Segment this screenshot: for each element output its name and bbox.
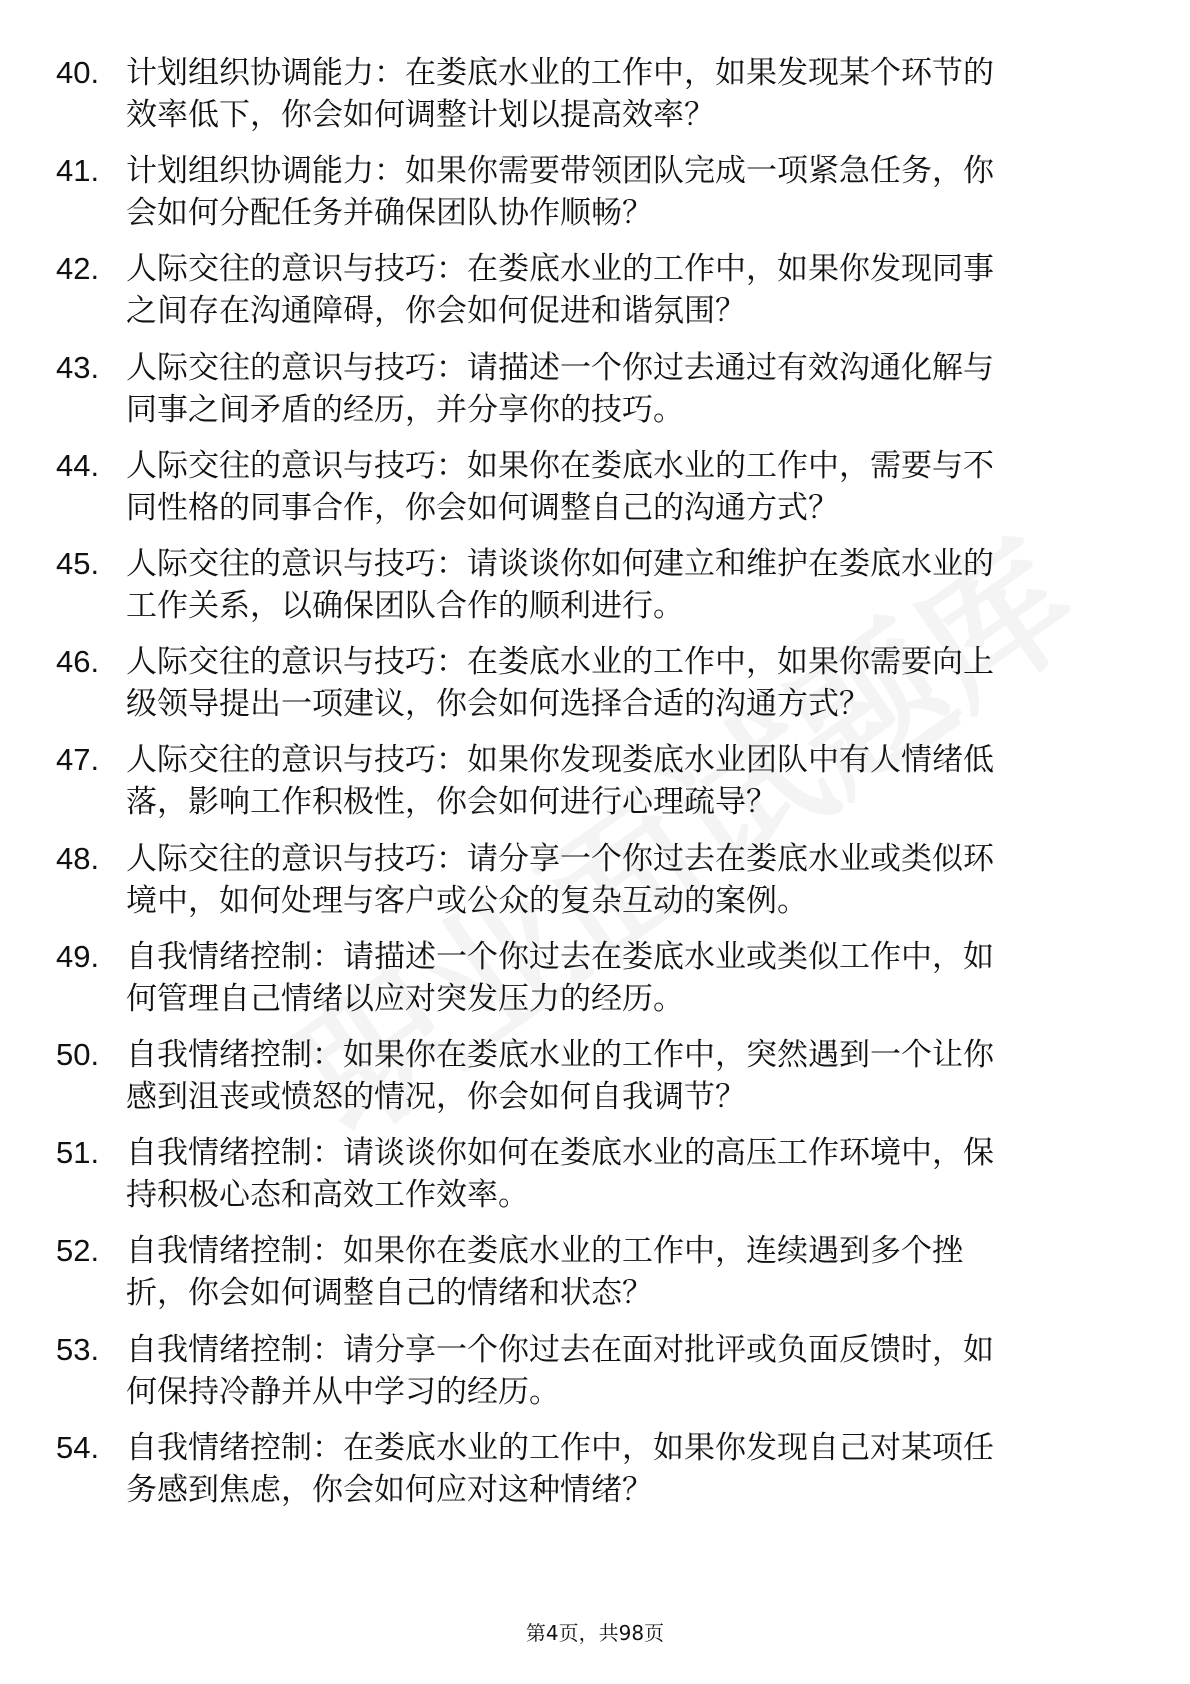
question-text-line: 持积极心态和高效工作效率。	[126, 1177, 529, 1214]
question-text-line: 何管理自己情绪以应对突发压力的经历。	[126, 980, 684, 1017]
question-item	[0, 641, 1190, 741]
question-number: 47.	[56, 742, 100, 778]
question-number: 40.	[56, 55, 100, 90]
question-text-line: 人际交往的意识与技巧：在娄底水业的工作中，如果你发现同事	[126, 251, 994, 288]
question-text-line: 人际交往的意识与技巧：如果你发现娄底水业团队中有人情绪低	[126, 742, 994, 779]
question-item	[0, 1427, 1190, 1527]
question-item	[0, 936, 1190, 1036]
question-text-line: 自我情绪控制：在娄底水业的工作中，如果你发现自己对某项任	[126, 1429, 994, 1466]
question-text-line: 同事之间矛盾的经历，并分享你的技巧。	[126, 391, 684, 428]
question-text-line: 自我情绪控制：请谈谈你如何在娄底水业的高压工作环境中，保	[126, 1135, 994, 1172]
question-text-line: 计划组织协调能力：如果你需要带领团队完成一项紧急任务，你	[126, 153, 994, 190]
question-item	[0, 838, 1190, 938]
question-text-line: 落，影响工作积极性，你会如何进行心理疏导？	[126, 784, 777, 821]
question-item	[0, 1132, 1190, 1232]
question-number: 48.	[56, 840, 100, 876]
page-footer: 第4页，共98页	[525, 1621, 665, 1645]
question-text-line: 自我情绪控制：如果你在娄底水业的工作中，突然遇到一个让你	[126, 1037, 994, 1073]
question-item	[0, 248, 1190, 348]
question-text-line: 会如何分配任务并确保团队协作顺畅？	[126, 195, 653, 232]
question-number: 45.	[56, 546, 100, 581]
question-item	[0, 347, 1190, 447]
question-item	[0, 543, 1190, 643]
question-number: 41.	[56, 153, 100, 189]
question-item	[0, 739, 1190, 839]
question-text-line: 人际交往的意识与技巧：在娄底水业的工作中，如果你需要向上	[126, 644, 994, 681]
question-number: 50.	[56, 1037, 100, 1072]
question-text-line: 计划组织协调能力：在娄底水业的工作中，如果发现某个环节的	[126, 55, 994, 91]
question-item	[0, 1230, 1190, 1330]
question-text-line: 何保持冷静并从中学习的经历。	[126, 1373, 560, 1410]
question-number: 53.	[56, 1331, 100, 1367]
question-text-line: 折，你会如何调整自己的情绪和状态？	[126, 1275, 653, 1312]
question-text-line: 工作关系，以确保团队合作的顺利进行。	[126, 588, 684, 624]
question-item	[0, 52, 1190, 152]
question-text-line: 同性格的同事合作，你会如何调整自己的沟通方式？	[126, 489, 839, 526]
question-item	[0, 445, 1190, 545]
question-number: 52.	[56, 1233, 100, 1269]
question-item	[0, 1329, 1190, 1429]
question-text-line: 人际交往的意识与技巧：请描述一个你过去通过有效沟通化解与	[126, 349, 994, 386]
question-text-line: 人际交往的意识与技巧：如果你在娄底水业的工作中，需要与不	[126, 447, 994, 484]
question-text-line: 务感到焦虑，你会如何应对这种情绪？	[126, 1471, 653, 1508]
question-text-line: 人际交往的意识与技巧：请谈谈你如何建立和维护在娄底水业的	[126, 546, 994, 582]
question-number: 54.	[56, 1429, 100, 1465]
question-number: 49.	[56, 938, 100, 974]
question-text-line: 自我情绪控制：如果你在娄底水业的工作中，连续遇到多个挫	[126, 1233, 963, 1270]
question-number: 43.	[56, 349, 100, 385]
question-item	[0, 150, 1190, 250]
question-text-line: 人际交往的意识与技巧：请分享一个你过去在娄底水业或类似环	[126, 840, 994, 877]
question-text-line: 级领导提出一项建议，你会如何选择合适的沟通方式？	[126, 686, 870, 723]
question-text-line: 感到沮丧或愤怒的情况，你会如何自我调节？	[126, 1079, 746, 1115]
question-number: 42.	[56, 251, 100, 287]
question-number: 46.	[56, 644, 100, 680]
question-text-line: 境中，如何处理与客户或公众的复杂互动的案例。	[126, 882, 808, 919]
question-number: 51.	[56, 1135, 100, 1171]
question-number: 44.	[56, 447, 100, 483]
question-item	[0, 1034, 1190, 1134]
question-text-line: 效率低下，你会如何调整计划以提高效率？	[126, 97, 715, 133]
question-text-line: 之间存在沟通障碍，你会如何促进和谐氛围？	[126, 293, 746, 330]
question-text-line: 自我情绪控制：请分享一个你过去在面对批评或负面反馈时，如	[126, 1331, 994, 1368]
question-text-line: 自我情绪控制：请描述一个你过去在娄底水业或类似工作中，如	[126, 938, 994, 975]
